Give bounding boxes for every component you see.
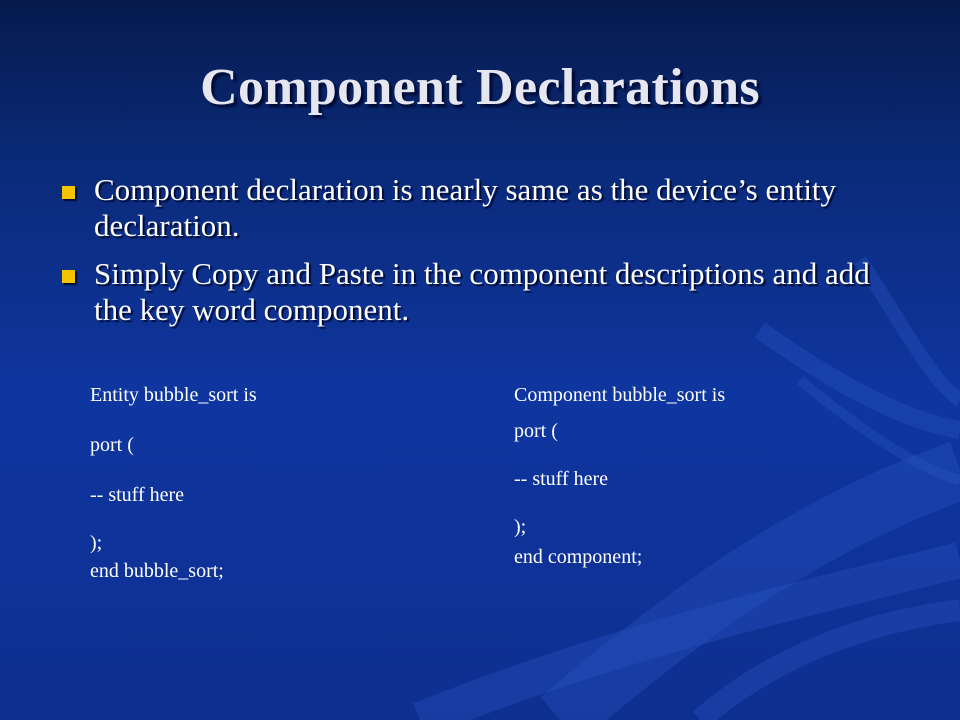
code-line: end component; xyxy=(514,546,643,568)
bullet-item xyxy=(60,256,900,328)
code-line: ); xyxy=(90,532,103,554)
square-bullet-icon xyxy=(62,270,75,283)
square-bullet-icon xyxy=(62,186,75,199)
code-line: port ( xyxy=(90,434,134,456)
code-line: -- stuff here xyxy=(90,484,185,506)
code-line: Component bubble_sort is xyxy=(514,384,726,406)
bullet-text: Component declaration is nearly same as the device’s entity declaration. xyxy=(94,172,837,243)
code-line: end bubble_sort; xyxy=(90,560,224,582)
bullet-list xyxy=(60,172,900,340)
code-line: port ( xyxy=(514,420,558,442)
bullet-text: Simply Copy and Paste in the component descriptions and add the key word component. xyxy=(94,256,870,327)
code-line: ); xyxy=(514,516,527,538)
bullet-item xyxy=(60,172,900,244)
slide-title: Component Declarations xyxy=(200,59,760,116)
code-line: Entity bubble_sort is xyxy=(90,384,257,406)
code-line: -- stuff here xyxy=(514,468,609,490)
